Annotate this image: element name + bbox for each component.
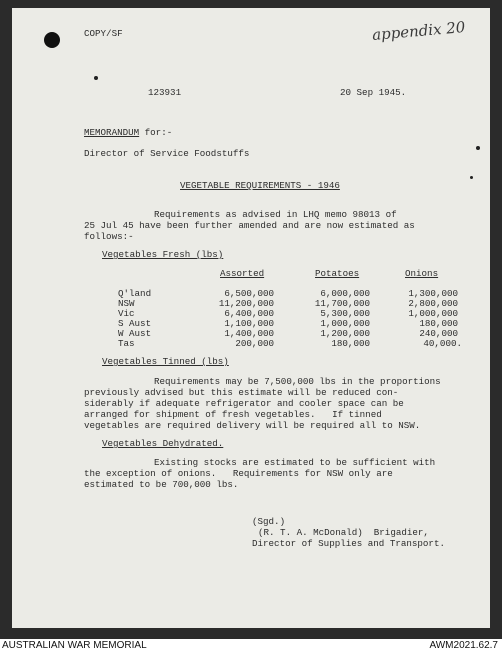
state-cell: NSW [118, 298, 135, 309]
state-cell: Vic [118, 308, 135, 319]
state-cell: W Aust [118, 328, 152, 339]
column-header-potatoes: Potatoes [315, 268, 360, 279]
intro-line: 25 Jul 45 have been further amended and are now estimated as [84, 220, 415, 231]
memorandum-for: for:- [144, 127, 173, 138]
assorted-cell: 6,500,000 [224, 288, 274, 299]
dehydrated-heading: Vegetables Dehydrated. [102, 438, 224, 449]
dehydrated-line: estimated to be 700,000 lbs. [84, 479, 239, 490]
onions-cell: 40,000. [423, 338, 462, 349]
assorted-cell: 200,000 [235, 338, 274, 349]
assorted-cell: 6,400,000 [224, 308, 274, 319]
punch-hole [44, 32, 60, 48]
archive-footer [0, 639, 502, 653]
dehydrated-line: Existing stocks are estimated to be sufficient with [154, 457, 436, 468]
assorted-cell: 1,100,000 [224, 318, 274, 329]
tinned-line: Requirements may be 7,500,000 lbs in the proportions [154, 376, 441, 387]
onions-cell: 2,800,000 [408, 298, 458, 309]
onions-cell: 240,000 [419, 328, 458, 339]
ink-speck [476, 146, 480, 150]
tinned-line: siderably if adequate refrigerator and cooler space can be [84, 398, 404, 409]
intro-line: Requirements as advised in LHQ memo 98013 of [154, 209, 397, 220]
fresh-heading: Vegetables Fresh (lbs) [102, 249, 224, 260]
ink-speck [94, 76, 98, 80]
state-cell: Tas [118, 338, 135, 349]
signatory-name: (R. T. A. McDonald) Brigadier, [258, 527, 429, 538]
tinned-line: previously advised but this estimate will be reduced con- [84, 387, 399, 398]
onions-cell: 180,000 [419, 318, 458, 329]
onions-cell: 1,000,000 [408, 308, 458, 319]
state-cell: Q'land [118, 288, 152, 299]
memorandum-label: MEMORANDUM [84, 127, 140, 138]
copy-reference: COPY/SF [84, 28, 123, 39]
column-header-onions: Onions [405, 268, 439, 279]
footer-institution: AUSTRALIAN WAR MEMORIAL [2, 640, 147, 651]
column-header-assorted: Assorted [220, 268, 265, 279]
intro-line: follows:- [84, 231, 134, 242]
dehydrated-line: the exception of onions. Requirements for NSW only are [84, 468, 393, 479]
assorted-cell: 11,200,000 [218, 298, 274, 309]
document-title: VEGETABLE REQUIREMENTS - 1946 [180, 180, 340, 191]
potatoes-cell: 11,700,000 [314, 298, 370, 309]
tinned-line: vegetables are required delivery will be required all to NSW. [84, 420, 421, 431]
potatoes-cell: 180,000 [331, 338, 370, 349]
tinned-line: arranged for shipment of fresh vegetables. If tinned [84, 409, 382, 420]
potatoes-cell: 5,300,000 [320, 308, 370, 319]
signature-sgd: (Sgd.) [252, 516, 286, 527]
potatoes-cell: 1,200,000 [320, 328, 370, 339]
ink-speck [470, 176, 473, 179]
file-number: 123931 [148, 87, 182, 98]
onions-cell: 1,300,000 [408, 288, 458, 299]
memo-date: 20 Sep 1945. [340, 87, 407, 98]
memo-recipient: Director of Service Foodstuffs [84, 148, 250, 159]
assorted-cell: 1,400,000 [224, 328, 274, 339]
signatory-title: Director of Supplies and Transport. [252, 538, 445, 549]
footer-accession-number: AWM2021.62.7 [429, 640, 498, 651]
handwritten-annotation: appendix 20 [371, 17, 467, 45]
memo-addressee-line [84, 127, 172, 138]
tinned-heading: Vegetables Tinned (lbs) [102, 356, 229, 367]
potatoes-cell: 1,000,000 [320, 318, 370, 329]
state-cell: S Aust [118, 318, 152, 329]
potatoes-cell: 6,000,000 [320, 288, 370, 299]
